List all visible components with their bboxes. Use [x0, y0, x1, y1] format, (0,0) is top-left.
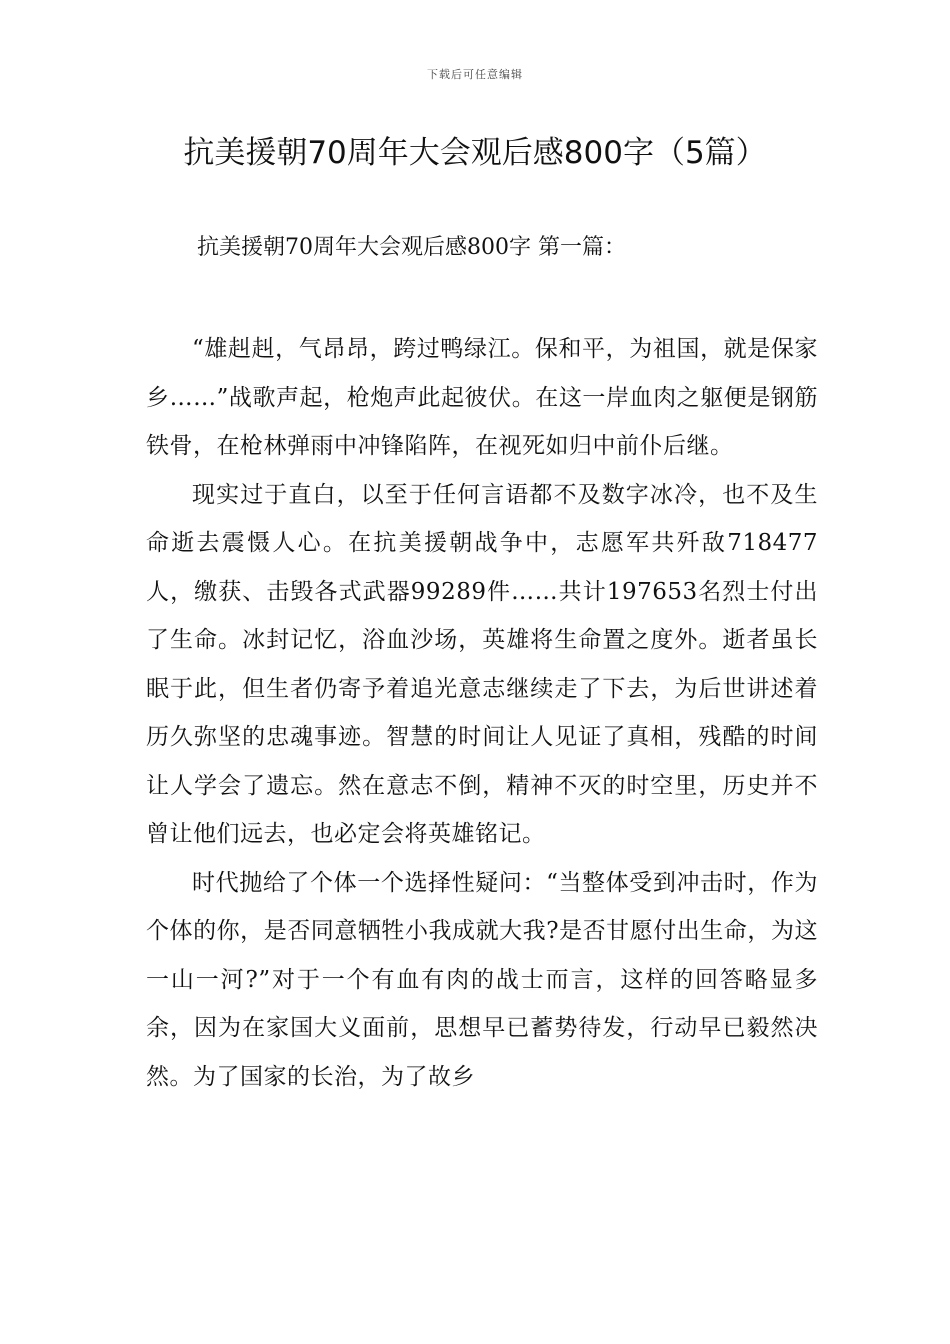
document-title: 抗美援朝70周年大会观后感800字（5篇）	[183, 135, 767, 171]
body-paragraph: 现实过于直白，以至于任何言语都不及数字冰冷，也不及生命逝去震慑人心。在抗美援朝战争中，志愿军共歼敌718477人，缴获、击毁各式武器99289件……共计197653名烈士付出了生命。冰封记忆，浴血沙场，英雄将生命置之度外。逝者虽长眠于此，但生者仍寄予着追光意志继续走了下去，为后世讲述着历久弥坚的忠魂事迹。智慧的时间让人见证了真相，残酷的时间让人学会了遗忘。然在意志不倒，精神不灭的时空里，历史并不曾让他们远去，也必定会将英雄铭记。	[146, 481, 818, 847]
body-paragraph: “雄赳赳，气昂昂，跨过鸭绿江。保和平，为祖国，就是保家乡……”战歌声起，枪炮声此起彼伏。在这一岸血肉之躯便是钢筋铁骨，在枪林弹雨中冲锋陷阵，在视死如归中前仆后继。	[146, 336, 818, 459]
section-subtitle: 抗美援朝70周年大会观后感800字 第一篇：	[197, 235, 626, 260]
document-body	[146, 325, 818, 1101]
body-paragraph: 时代抛给了个体一个选择性疑问：“当整体受到冲击时，作为个体的你，是否同意牺牲小我成就大我?是否甘愿付出生命，为这一山一河?”对于一个有血有肉的战士而言，这样的回答略显多余，因为在家国大义面前，思想早已蓄势待发，行动早已毅然决然。为了国家的长治，为了故乡	[146, 869, 818, 1090]
header-note: 下载后可任意编辑	[427, 68, 523, 81]
